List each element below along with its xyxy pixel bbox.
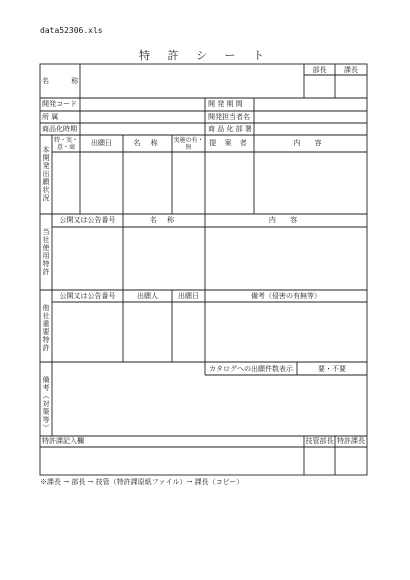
s3-app-date-col-header: 出願日 bbox=[178, 292, 199, 300]
catalog-label: カタログへの出願件数表示 bbox=[209, 365, 293, 373]
catalog-option[interactable]: 要・不要 bbox=[318, 365, 346, 373]
section2-label: 当社使用特許 bbox=[42, 228, 50, 276]
pub-number-col-header: 公開又は公告番号 bbox=[59, 216, 116, 224]
s2-name-col-header: 名 称 bbox=[149, 216, 179, 224]
content-col-header: 内 容 bbox=[293, 139, 328, 147]
page-title: 特 許 シ ー ト bbox=[139, 49, 271, 62]
commercialize-label: 商品化時期 bbox=[42, 125, 77, 133]
mgr-dept-stamp-box[interactable] bbox=[305, 448, 334, 474]
routing-note: ※課長 → 部長 → 技管（特許課原紙ファイル）→ 課長（コピー） bbox=[40, 478, 244, 486]
mgr-dept-label: 技管部長 bbox=[305, 437, 334, 445]
section3-label: 他社重要特許 bbox=[42, 304, 50, 352]
section1-label: 本開発出願状況 bbox=[42, 146, 50, 202]
section-head-stamp-box[interactable] bbox=[336, 76, 366, 97]
dev-period-label: 開 発 期 間 bbox=[208, 100, 243, 108]
name-field[interactable] bbox=[81, 65, 303, 97]
remarks-col-header: 備考（侵害の有無等） bbox=[251, 292, 321, 300]
impl-col-header: 実施の有・無 bbox=[173, 137, 204, 151]
dev-owner-label: 開発担当者名 bbox=[208, 113, 250, 121]
product-dept-field[interactable] bbox=[255, 124, 366, 134]
name-label: 名 称 bbox=[42, 77, 89, 85]
commercialize-field[interactable] bbox=[81, 124, 204, 134]
remarks-field[interactable] bbox=[53, 376, 367, 435]
patent-dept-label: 特許課記入欄 bbox=[42, 437, 84, 445]
patent-head-label: 特許課長 bbox=[337, 437, 365, 445]
section-head-label: 課長 bbox=[344, 66, 358, 74]
name-col-header: 名 称 bbox=[133, 139, 162, 147]
dept-head-label: 部長 bbox=[312, 66, 327, 74]
dev-code-label: 開発コード bbox=[42, 100, 77, 108]
type-col-header: 特・実・意・商 bbox=[53, 137, 78, 151]
file-name: data52306.xls bbox=[40, 26, 103, 35]
dept-head-stamp-box[interactable] bbox=[305, 76, 334, 97]
section2-entry-area[interactable] bbox=[53, 228, 367, 289]
department-label: 所 属 bbox=[42, 113, 59, 121]
product-dept-label: 商 品 化 部 署 bbox=[208, 125, 252, 133]
department-field[interactable] bbox=[81, 112, 204, 122]
proposer-col-header: 提 案 者 bbox=[209, 139, 250, 147]
dev-owner-field[interactable] bbox=[255, 112, 366, 122]
section1-entry-area[interactable] bbox=[53, 153, 367, 213]
s2-content-col-header: 内 容 bbox=[268, 216, 304, 224]
remarks-label: 備考（対策等） bbox=[42, 376, 50, 432]
dev-period-field[interactable] bbox=[255, 99, 366, 110]
section3-entry-area[interactable] bbox=[53, 303, 367, 361]
dev-code-field[interactable] bbox=[81, 99, 204, 110]
patent-head-stamp-box[interactable] bbox=[336, 448, 366, 474]
s3-pub-number-col-header: 公開又は公告番号 bbox=[59, 292, 116, 300]
applicant-col-header: 出願人 bbox=[137, 292, 158, 300]
patent-dept-entry[interactable] bbox=[41, 448, 303, 474]
app-date-col-header: 出願日 bbox=[91, 139, 112, 147]
